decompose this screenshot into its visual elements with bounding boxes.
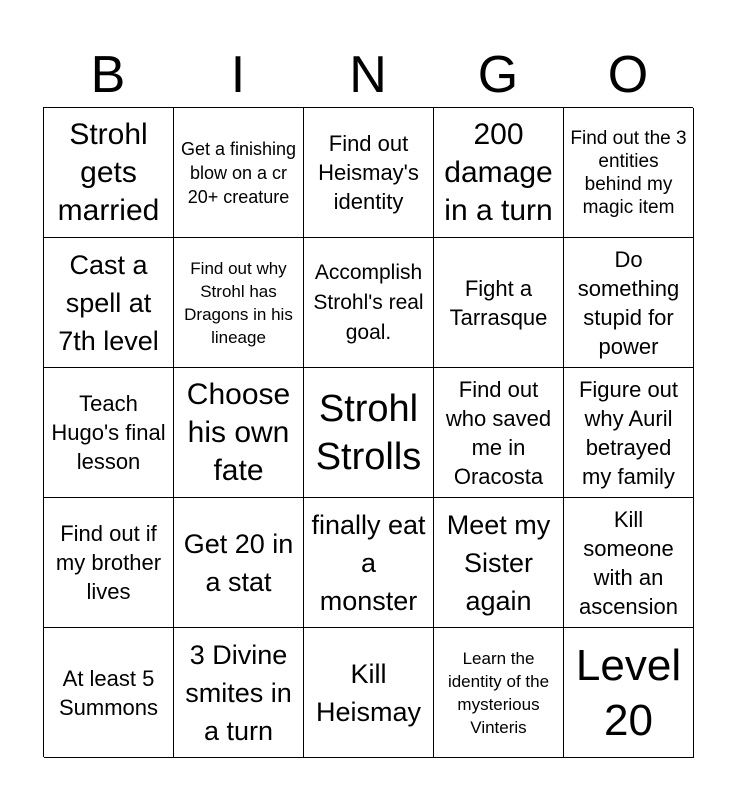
bingo-cell-r3-c5[interactable] bbox=[564, 368, 694, 498]
cell-text: Learn the identity of the mysterious Vinteris bbox=[447, 648, 550, 737]
cell-text: 200 damage in a turn bbox=[444, 117, 553, 227]
bingo-cell-r1-c1[interactable] bbox=[44, 108, 174, 238]
cell-text: Find out the 3 entities behind my magic item bbox=[570, 127, 687, 218]
bingo-cell-r5-c1[interactable] bbox=[44, 628, 174, 758]
bingo-cell-r1-c2[interactable] bbox=[174, 108, 304, 238]
bingo-cell-r3-c2[interactable] bbox=[174, 368, 304, 498]
bingo-cell-r2-c2[interactable] bbox=[174, 238, 304, 368]
bingo-cell-r3-c3[interactable] bbox=[304, 368, 434, 498]
cell-text: Find out Heismay's identity bbox=[318, 131, 419, 214]
cell-text: Cast a spell at 7th level bbox=[58, 249, 159, 356]
cell-text: Find out why Strohl has Dragons in his lineage bbox=[184, 258, 293, 347]
bingo-cell-r4-c5[interactable] bbox=[564, 498, 694, 628]
bingo-cell-r2-c5[interactable] bbox=[564, 238, 694, 368]
cell-text: Do something stupid for power bbox=[577, 246, 680, 359]
bingo-cell-r2-c3[interactable] bbox=[304, 238, 434, 368]
cell-text: Level 20 bbox=[575, 640, 682, 745]
header-letter-n: N bbox=[349, 46, 387, 104]
cell-text: Get 20 in a stat bbox=[183, 528, 294, 597]
cell-text: Strohl gets married bbox=[57, 117, 160, 227]
bingo-cell-r4-c2[interactable] bbox=[174, 498, 304, 628]
cell-text: Teach Hugo's final lesson bbox=[51, 391, 166, 474]
bingo-cell-r1-c4[interactable] bbox=[434, 108, 564, 238]
cell-text: Figure out why Auril betrayed my family bbox=[578, 376, 679, 489]
bingo-cell-r5-c4[interactable] bbox=[434, 628, 564, 758]
bingo-cell-r3-c1[interactable] bbox=[44, 368, 174, 498]
bingo-grid bbox=[43, 107, 693, 757]
bingo-header bbox=[43, 44, 693, 106]
cell-text: Strohl Strolls bbox=[315, 387, 422, 478]
bingo-cell-r4-c3[interactable] bbox=[304, 498, 434, 628]
header-letter-b: B bbox=[90, 46, 126, 104]
bingo-cell-r5-c5[interactable] bbox=[564, 628, 694, 758]
cell-text: Accomplish Strohl's real goal. bbox=[313, 260, 424, 344]
cell-text: Meet my Sister again bbox=[446, 509, 551, 616]
header-letter-i: I bbox=[230, 46, 246, 104]
cell-text: Choose his own fate bbox=[186, 377, 291, 487]
cell-text: Kill someone with an ascension bbox=[578, 506, 679, 619]
header-letter-o: O bbox=[607, 46, 649, 104]
bingo-cell-r3-c4[interactable] bbox=[434, 368, 564, 498]
bingo-cell-r2-c1[interactable] bbox=[44, 238, 174, 368]
cell-text: 3 Divine smites in a turn bbox=[185, 639, 292, 746]
bingo-cell-r5-c3[interactable] bbox=[304, 628, 434, 758]
cell-text: Find out if my brother lives bbox=[55, 521, 162, 604]
bingo-cell-r1-c3[interactable] bbox=[304, 108, 434, 238]
bingo-cell-r4-c1[interactable] bbox=[44, 498, 174, 628]
bingo-cell-r2-c4[interactable] bbox=[434, 238, 564, 368]
cell-text: Find out who saved me in Oracosta bbox=[445, 376, 552, 489]
bingo-cell-r5-c2[interactable] bbox=[174, 628, 304, 758]
cell-text: Kill Heismay bbox=[315, 658, 422, 727]
cell-text: finally eat a monster bbox=[311, 509, 426, 616]
bingo-cell-r1-c5[interactable] bbox=[564, 108, 694, 238]
cell-text: Fight a Tarrasque bbox=[449, 275, 548, 330]
cell-text: Get a finishing blow on a cr 20+ creature bbox=[180, 138, 297, 207]
bingo-cell-r4-c4[interactable] bbox=[434, 498, 564, 628]
cell-text: At least 5 Summons bbox=[58, 665, 159, 720]
header-letter-g: G bbox=[477, 46, 519, 104]
